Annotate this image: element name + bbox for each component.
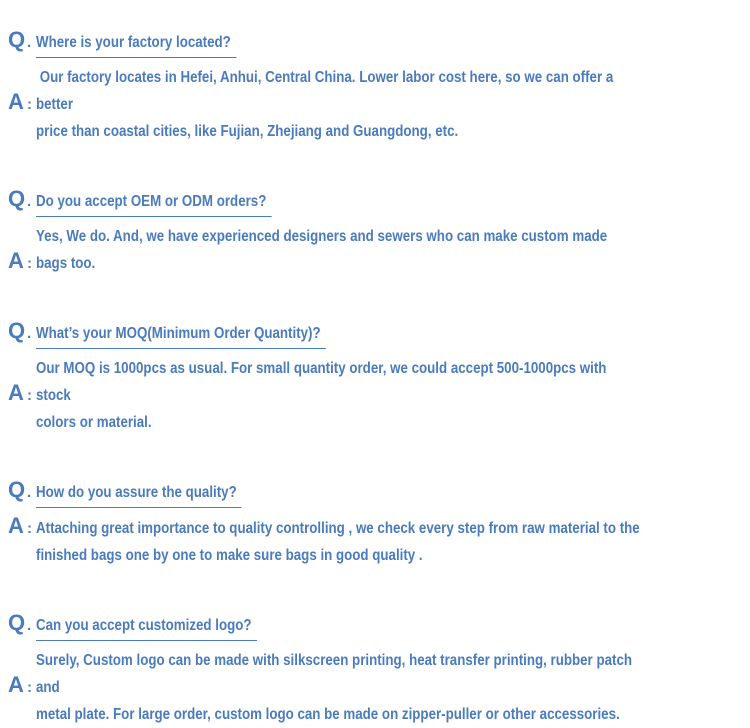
faq-question-link[interactable]: How do you assure the quality? (36, 481, 242, 508)
question-row (8, 319, 740, 349)
q-label: Q (8, 610, 25, 635)
answer-line: metal plate. For large order, custom logo can be made on zipper-puller or other accessories. (36, 706, 620, 723)
faq-question-link[interactable]: Where is your factory located? (36, 31, 236, 58)
question-row (8, 478, 740, 508)
answer-line: Attaching great importance to quality controlling , we check every step from raw material to the (36, 520, 640, 537)
a-label: A (8, 513, 24, 538)
answer-line: Surely, Custom logo can be made with silkscreen printing, heat transfer printing, rubber patch and (36, 652, 636, 696)
a-separator: : (27, 520, 32, 537)
q-label: Q (8, 477, 25, 502)
a-separator: : (27, 679, 32, 696)
faq-answer (36, 647, 740, 728)
q-separator: . (27, 193, 32, 210)
answer-row (8, 64, 740, 145)
q-label: Q (8, 186, 25, 211)
faq-item (8, 611, 740, 728)
question-row (8, 187, 740, 217)
question-row (8, 611, 740, 641)
q-separator: . (27, 325, 32, 342)
a-separator: : (27, 96, 32, 113)
q-separator: . (27, 617, 32, 634)
answer-row (8, 647, 740, 728)
question-row (8, 28, 740, 58)
q-separator: . (27, 484, 32, 501)
a-label: A (8, 248, 24, 273)
answer-line: Our MOQ is 1000pcs as usual. For small quantity order, we could accept 500-1000pcs with stock (36, 360, 611, 404)
faq-question-link[interactable]: Can you accept customized logo? (36, 614, 257, 641)
answer-line: colors or material. (36, 414, 152, 431)
faq-question-link[interactable]: Do you accept OEM or ODM orders? (36, 190, 272, 217)
faq-answer (36, 223, 740, 277)
faq-answer (36, 515, 740, 569)
faq-item (8, 28, 740, 145)
a-separator: : (27, 255, 32, 272)
faq-question-link[interactable]: What’s your MOQ(Minimum Order Quantity)? (36, 322, 326, 349)
q-label: Q (8, 27, 25, 52)
a-label: A (8, 672, 24, 697)
answer-row (8, 223, 740, 277)
a-label: A (8, 89, 24, 114)
a-separator: : (27, 387, 32, 404)
faq-item (8, 319, 740, 436)
faq-item (8, 187, 740, 277)
faq-answer (36, 64, 740, 145)
q-label: Q (8, 318, 25, 343)
answer-line: Our factory locates in Hefei, Anhui, Central China. Lower labor cost here, so we can offer a better (36, 69, 617, 113)
answer-row (8, 355, 740, 436)
answer-line: price than coastal cities, like Fujian, Zhejiang and Guangdong, etc. (36, 123, 459, 140)
answer-line: finished bags one by one to make sure bags in good quality . (36, 547, 423, 564)
q-separator: . (27, 34, 32, 51)
faq-answer (36, 355, 740, 436)
a-label: A (8, 380, 24, 405)
answer-line: Yes, We do. And, we have experienced designers and sewers who can make custom made bags too. (36, 228, 611, 272)
faq-item (8, 478, 740, 569)
answer-row (8, 514, 740, 569)
